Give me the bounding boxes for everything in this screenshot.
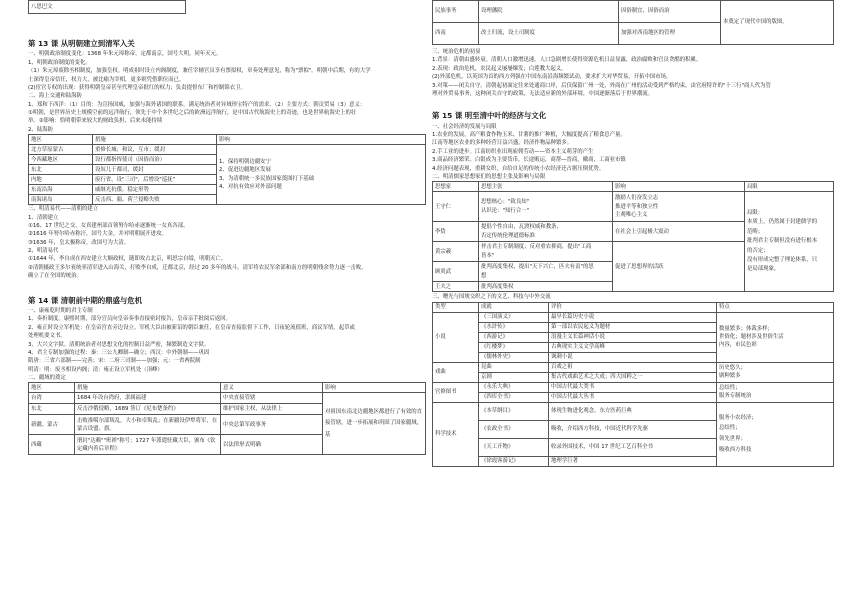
lesson13-body-a (28, 50, 426, 134)
thinker-name: 王守仁 (433, 192, 479, 222)
text-line: 一、社会经济的发展与局限 (432, 123, 497, 130)
idea-line: 思想核心："致良知" (481, 199, 530, 206)
culture-eval: 中国古代最大丛书 (549, 392, 717, 402)
culture-feature (717, 362, 834, 382)
table-header: 意义 (221, 383, 323, 393)
culture-eval: 收录外国技术，中国 17 世纪工艺百科全书 (549, 438, 717, 456)
table-cell: 戚继光抗倭，稳定形势 (93, 185, 217, 195)
text-line: 江南等地区农业的多种经营日益兴盛，经济作物品种繁多。 (432, 140, 573, 147)
lesson13-title: 第 13 课 从明朝建立到清军入关 (28, 39, 135, 48)
left-column (28, 0, 426, 455)
culture-work: 《水浒传》 (479, 322, 549, 332)
text-line: 三、统治危机的初显 (432, 49, 481, 55)
feature-line: 内容，市民色彩 (719, 342, 757, 349)
limit-line: 是局部现象。 (747, 266, 780, 273)
thinker-impact: 在社会上引起极大震动 (613, 222, 745, 242)
table-header: 影响 (323, 383, 426, 393)
culture-feature (717, 312, 834, 362)
culture-work: 《天工开物》 (479, 438, 549, 456)
thinkers-table (432, 181, 834, 292)
table-header: 特点 (717, 302, 834, 312)
culture-eval: 百戏之祖 (549, 362, 717, 372)
text-line: 2.手工业的进步。江南纺织业出现雇佣劳动——资本主义萌芽的产生 (432, 148, 594, 155)
impact-line: 推进平等和独立性 (615, 203, 659, 210)
table-cell: 中央总第军政事务 (221, 415, 323, 435)
culture-type: 科学技术 (433, 402, 479, 466)
thinker-idea (479, 222, 613, 242)
table-cell: 东北 (29, 404, 75, 415)
impact-line: 激励人们奋发立志 (615, 195, 659, 202)
table-cell: 北方草原蒙古 (29, 145, 93, 155)
text-line: ②清朝摄政王多尔衮统率清军进入山海关，打败李自成，迁都北京，经过 20 多年的战斗，清军将农民军余部和南方的明朝残余势力逐一击败， (28, 264, 367, 271)
table-cell: 西藏 (29, 435, 75, 455)
thinker-impact: 促进了思想界的活跃 (613, 242, 745, 292)
text-line: ①16、17 世纪之交，女真建州部首领努尔哈赤逐渐统一女真各部。 (28, 222, 189, 229)
feature-line: 数量繁多；体裁多样； (719, 325, 773, 332)
table-cell: 东北 (29, 165, 93, 175)
text-line: 1、清朝建立 (28, 214, 59, 221)
thinker-name: 李贽 (433, 222, 479, 242)
limit-line: 局限： (747, 209, 764, 216)
feature-line: 剧种繁多 (719, 373, 741, 380)
table-header: 地区 (29, 135, 93, 145)
text-line: (2)外部危机，以英国为首的西方列强在中国东南沿海频繁试动，要求扩大对华贸易，开拓中国市场。 (432, 74, 672, 81)
table-cell: 中央直接管辖 (221, 393, 323, 404)
thinker-idea (479, 262, 613, 282)
limit-line: 的否定； (747, 247, 769, 254)
crisis-body (432, 48, 834, 98)
text-line: 三、明清易代——清朝的建立 (28, 206, 99, 213)
text-line: 1、奏折制度。康熙时期，部分官员向皇帝奏事直接密封报告，皇帝亲手批阅后返回。 (28, 316, 231, 323)
culture-eval: 第一部以农民起义为题材 (549, 322, 717, 332)
culture-feature (717, 402, 834, 466)
text-line: 二、疆域的奠定 (28, 375, 66, 382)
culture-work: 《徐霞客游记》 (479, 456, 549, 466)
limit-cell (745, 192, 834, 292)
text-line: 明清：明：废丞相设内阁；清：雍正设立军机处（顶峰） (28, 366, 163, 373)
lesson14-body (28, 307, 426, 382)
table-cell: 设理藩院 (479, 1, 619, 23)
culture-work: 《农政全书》 (479, 420, 549, 438)
culture-work: 京剧 (479, 372, 549, 382)
culture-type: 官修图书 (433, 382, 479, 402)
table-cell: 台湾 (29, 393, 75, 404)
table-cell: 加强对西南地区的管理 (619, 23, 721, 45)
text-line: 3.对策——闭关自守。清朝起初面定往来处通商口岸，后仅保留广州一处，外商在广州的活动受到严格约束，由官府特许的"十三行"商人代为管 (432, 82, 771, 89)
top-fragment-table (28, 0, 186, 14)
feature-line: 总结性； (719, 425, 741, 432)
text-line: 1.背景：清朝由盛转衰。清朝人口激增迅速，人口急剧增长使得资源危机日益显露，政治腐败和官员贪酷的积累。 (432, 57, 702, 64)
culture-eval: 古典现实主义文学高峰 (549, 342, 717, 352)
text-line: 一、明朝政治制度变化：1368 年朱元璋称帝，定都南京，国号大明。同年灭元。 (28, 51, 222, 58)
text-line: 一、康雍乾时期的君主专制 (28, 308, 93, 315)
thinker-idea (479, 192, 613, 222)
text-line: ③1636 年，皇太极称帝，改国号为大清。 (28, 239, 130, 246)
text-line: 确立了在全国的统治。 (28, 273, 82, 280)
text-line: (2)宦官专权的出现：获得明朝皇帝甚至代理皇帝批红的权力；负责提督东厂和控制锦衣卫。 (28, 84, 246, 91)
impact-line: 4、对抗有效应对外部问题 (219, 184, 282, 191)
feature-line: 服务专制统治 (719, 393, 752, 400)
culture-work: 《红楼梦》 (479, 342, 549, 352)
culture-feature (717, 382, 834, 402)
table-cell: 维护国家主权，从法律上 (221, 404, 323, 415)
culture-eval: 集古代戏曲艺术之大成；四大国粹之一 (549, 372, 717, 382)
culture-eval: 吸收，介绍西方科技，中国近代科学先驱 (549, 420, 717, 438)
thinker-name: 顾炎武 (433, 262, 479, 282)
territory-table (28, 382, 426, 455)
table-header: 措施 (93, 135, 217, 145)
text-line: 举。②影响：恰明朝带来较大的财政负担，后来未能持续 (28, 118, 163, 125)
table-cell: 重修长城；和议，互市；缓封 (93, 145, 217, 155)
table-cell: 设奴儿干都司，缓封 (93, 165, 217, 175)
table-header: 成就 (479, 302, 549, 312)
text-line: 2、雍正时设立军机处：在皇帝宫直旁边设立。军机大臣由被新诏的朝臣兼任，在皇帝直接监督下工作，日夜轮流值班，商议军情，起草或 (28, 324, 355, 331)
text-line: 1、郑和下西洋：（1）目的：为宣扬国威，加强与海外诸国的联系，满足统治者对异域珍宝特产的需求。（2）主要方式：朝贡贸易（3）意义： (28, 101, 366, 108)
text-line: 2、陆海防 (28, 126, 53, 133)
lesson15-title: 第 15 课 明至清中叶的经济与文化 (432, 111, 547, 121)
lesson13-body-b (28, 205, 426, 280)
top-fragment-cell: 八思巴文 (29, 1, 186, 14)
table-cell: 设行都指挥使司（因俗而治） (93, 155, 217, 165)
idea-line: 想 (481, 272, 487, 279)
culture-work: 《三国演义》 (479, 312, 549, 322)
feature-line: 世俗化；题材涉及世俗生活 (719, 334, 784, 341)
thinker-idea: 批判高度集权 (479, 282, 613, 292)
table-header: 措施 (75, 383, 221, 393)
text-line: 1、明朝政治制度的变化。 (28, 59, 91, 66)
text-line: 隋唐：三省六部制——完善；宋：二府三司制——加强；元：一省两院制 (28, 358, 201, 365)
table-header: 思想家 (433, 182, 479, 192)
idea-line: 提倡个性自由，瓦渡权威和教条， (481, 224, 562, 231)
table-cell: 民族事务 (433, 1, 479, 23)
text-line: 2.表现：政治危机，农民起义屡屡爆发；白莲教大起义。 (432, 65, 567, 72)
idea-line: 认识论："知行合一" (481, 207, 530, 214)
text-line: 二、明清儒家思想家们的思想主张及影响与局限 (432, 173, 546, 180)
idea-line: 抨击君主专制制度；反对重农抑商，提出"工商 (481, 244, 592, 251)
limit-line: 没有形成完整了理论体系，只 (747, 257, 818, 264)
culture-work: 《西游记》 (479, 332, 549, 342)
feature-line: 总结性； (719, 384, 741, 391)
idea-line: 批判高度集权，提出"天下兴亡，匹夫有责"的思 (481, 264, 594, 271)
table-cell: 反击西、葡、荷兰侵略失败 (93, 195, 217, 205)
table-header: 影响 (217, 135, 426, 145)
text-line: 二、海上交通和陆海防 (28, 93, 82, 100)
limit-line: 范畴； (747, 228, 764, 235)
limit-line: 批判君主专制但没有进行根本 (747, 238, 818, 245)
limit-line: 本质上，仍然属于封建儒学的 (747, 219, 818, 226)
table-cell: 击败准噶尔部叛乱，大小和卓叛乱；在新疆设伊犁将军，在蒙古设盟、旗。 (75, 415, 221, 435)
text-line: 理对外贸易事务，这种闭关自守的政策，无法适应新的外部环境，中国逐渐落后于世界潮流。 (432, 90, 654, 97)
culture-type: 戏曲 (433, 362, 479, 382)
table-cell: 1684 年设台湾府，隶属福建 (75, 393, 221, 404)
text-line: 4、君主专制加强的过程：秦：三公九卿制—确立；西汉：中外朝制——巩固 (28, 349, 210, 356)
text-line: 士深得皇帝信任，权力大，被比喻为宰相，更多则凭借职位而已。 (28, 76, 185, 83)
table-header: 影响 (613, 182, 745, 192)
table-cell: 西南 (433, 23, 479, 45)
impact-cell (217, 145, 426, 205)
table-header: 局限 (745, 182, 834, 192)
culture-work: 《永乐大典》 (479, 382, 549, 392)
culture-eval: 浪漫主义长篇神话小说 (549, 332, 717, 342)
feature-line: 历史悠久； (719, 364, 746, 371)
text-line: 三、曙光与国规交织之下的文艺、科技与中外交流 (432, 294, 551, 301)
text-line: ①1644 年，李自成在西安建立大顺政权，随即攻占北京，明思宗自缢，明朝灭亡。 (28, 256, 227, 263)
table-cell: 今西藏地区 (29, 155, 93, 165)
text-line: 1.农业的发展。高产粮食作物玉米、甘薯的推广种植，大幅度提高了粮食总产量。 (432, 132, 626, 139)
table-cell: 以法律形式明确 (221, 435, 323, 455)
thinker-idea (479, 242, 613, 262)
text-line: 2、明清易代 (28, 248, 59, 255)
feature-line: 服务小农经济； (719, 414, 757, 421)
thinker-impact (613, 192, 745, 222)
lesson14-title: 第 14 课 清朝前中期的鼎盛与危机 (28, 295, 143, 305)
culture-work: 《本草纲目》 (479, 402, 549, 420)
culture-work: 《四库全书》 (479, 392, 549, 402)
text-line: ②1616 年努尔哈赤称汗，国号大金，并对明朝展开进攻。 (28, 231, 167, 238)
table-cell: 因俗制宜、因俗而治 (619, 1, 721, 23)
table-cell: 废行省，设"三司"，后增设"巡抚" (93, 175, 217, 185)
impact-line: 1、保持明朝边疆安宁 (219, 158, 271, 165)
impact-line: 2、促进边疆地区发展 (219, 167, 271, 174)
text-line: 3、大兴文字狱。清朝统治者对思想文化的控制日益严密，频繁制造文字狱。 (28, 341, 210, 348)
text-line: 3.商品经济繁荣。白银成为主要货币。长途贩运，商帮—晋商，徽商，工商业市镇 (432, 157, 626, 164)
thinker-name: 黄宗羲 (433, 242, 479, 262)
text-line: ①明朝，是世界历史上规模空前的远洋航行，领先于中个多世纪之后的欧洲远洋航行，是中国古代航海史上的奇迹，也是世界航海史上的壮 (28, 110, 357, 117)
feature-line: 吸收西方科技 (719, 447, 752, 454)
culture-work: 《儒林外史》 (479, 352, 549, 362)
culture-eval: 讽刺小说 (549, 352, 717, 362)
culture-type: 小说 (433, 312, 479, 362)
culture-eval: 中国古代最大类书 (549, 382, 717, 392)
table-header: 评价 (549, 302, 717, 312)
table-header: 类型 (433, 302, 479, 312)
text-line: （1）朱元璋废除丞相制度，加强皇权。明成祖时设立内阁制度，兼任宰辅官员享有票拟权，章奏处理意见，称为"票拟"。明朝中后期，有的大学 (28, 68, 371, 75)
impact-cell: 本奠定了现代中国的版图。 (721, 1, 834, 45)
continued-territory-table (432, 0, 834, 45)
culture-eval: 地理学巨著 (549, 456, 717, 466)
table-header: 地区 (29, 383, 75, 393)
idea-line: 皆本" (481, 252, 495, 259)
table-cell: 新疆、蒙古 (29, 415, 75, 435)
table-cell: 改土归流，设土司制度 (479, 23, 619, 45)
table-cell: 东南沿海 (29, 185, 93, 195)
thinker-name: 王夫之 (433, 282, 479, 292)
impact-cell: 对祖国东南北边疆地区都进行了有效的直接管辖，进一步拓展和巩固了国家疆域，基 (323, 393, 426, 455)
impact-line: 3、为清朝统一多民族国家奠图打下基础 (219, 175, 315, 182)
culture-table (432, 302, 834, 467)
text-line: 处理机要文书。 (28, 333, 66, 340)
table-cell: 南海诸岛 (29, 195, 93, 205)
culture-work: 昆曲 (479, 362, 549, 372)
text-line: 4.经济问题表现，重耕女织，自给自足的传统小农经济还占据压倒优势。 (432, 165, 605, 172)
frontier-table (28, 134, 426, 205)
feature-line: 领先世界； (719, 436, 746, 443)
impact-line: 主观唯心主义 (615, 212, 648, 219)
table-cell: 反击沙俄侵略，1689 签订《尼布楚条约》 (75, 404, 221, 415)
culture-eval: 体现生物进化观念，东方医药巨典 (549, 402, 717, 420)
right-column (432, 0, 834, 467)
culture-eval: 最早长篇历史小说 (549, 312, 717, 322)
table-cell: 内地 (29, 175, 93, 185)
table-header: 思想主张 (479, 182, 613, 192)
table-cell: 册封"达赖""班禅"称号；1727 年派遣驻藏大臣，颁布《钦定藏内善后章程》 (75, 435, 221, 455)
idea-line: 否定传统伦理道德标准 (481, 232, 535, 239)
lesson15-body-a (432, 123, 834, 182)
